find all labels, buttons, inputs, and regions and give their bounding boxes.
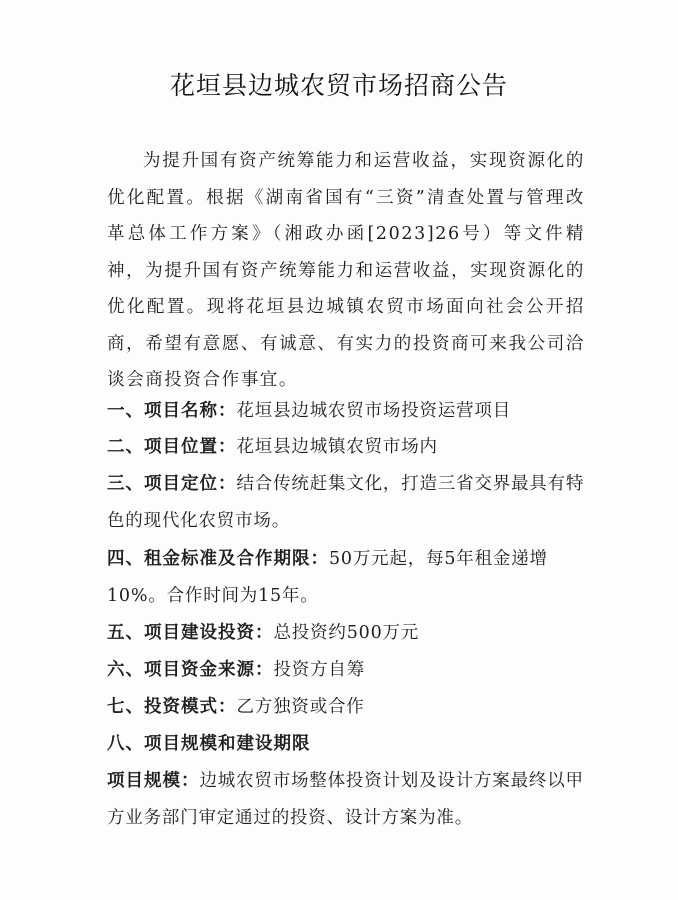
document-title: 花垣县边城农贸市场招商公告 bbox=[169, 71, 508, 100]
intro-paragraph: 为提升国有资产统筹能力和运营收益，实现资源化的优化配置。根据《湖南省国有“三资”清查处置与管理改革总体工作方案》（湘政办函[2023]26号）等文件精神，为提升国有资产统筹能力和运营收益，实现资源化的优化配置。现将花垣县边城镇农贸市场面向社会公开招商，希望有意愿、有诚意、有实力的投资商可来我公司洽谈会商投资合作事宜。 bbox=[107, 151, 585, 390]
item-label: 六、项目资金来源： bbox=[107, 660, 274, 680]
item-investment-mode bbox=[107, 689, 585, 726]
item-value: 结合传统赶集文化，打造三省交界最具有特色的现代化农贸市场。 bbox=[107, 474, 585, 531]
item-label: 项目规模： bbox=[107, 771, 200, 791]
item-construction-investment bbox=[107, 615, 585, 652]
item-label: 三、项目定位： bbox=[107, 474, 237, 494]
item-value: 边城农贸市场整体投资计划及设计方案最终以甲方业务部门审定通过的投资、设计方案为准。 bbox=[107, 771, 584, 828]
item-project-location bbox=[107, 429, 585, 466]
item-label: 二、项目位置： bbox=[107, 437, 237, 457]
item-project-positioning bbox=[107, 466, 585, 539]
item-rent-and-term bbox=[107, 541, 585, 614]
item-value: 花垣县边城农贸市场投资运营项目 bbox=[236, 401, 511, 421]
item-value: 总投资约500万元 bbox=[273, 623, 420, 643]
item-funding-source bbox=[107, 652, 585, 689]
item-scale-and-period bbox=[107, 726, 585, 763]
item-project-scale bbox=[107, 763, 585, 836]
item-label: 一、项目名称： bbox=[107, 401, 237, 421]
item-value: 乙方独资或合作 bbox=[236, 697, 365, 717]
item-value: 50万元起，每5年租金递增10%。合作时间为15年。 bbox=[107, 549, 548, 606]
item-label: 七、投资模式： bbox=[107, 697, 237, 717]
item-label: 五、项目建设投资： bbox=[107, 623, 274, 643]
item-label: 八、项目规模和建设期限 bbox=[107, 734, 311, 754]
item-project-name bbox=[107, 393, 585, 430]
item-value: 花垣县边城镇农贸市场内 bbox=[236, 437, 438, 457]
item-value: 投资方自筹 bbox=[273, 660, 365, 680]
item-label: 四、租金标准及合作期限： bbox=[107, 549, 329, 569]
